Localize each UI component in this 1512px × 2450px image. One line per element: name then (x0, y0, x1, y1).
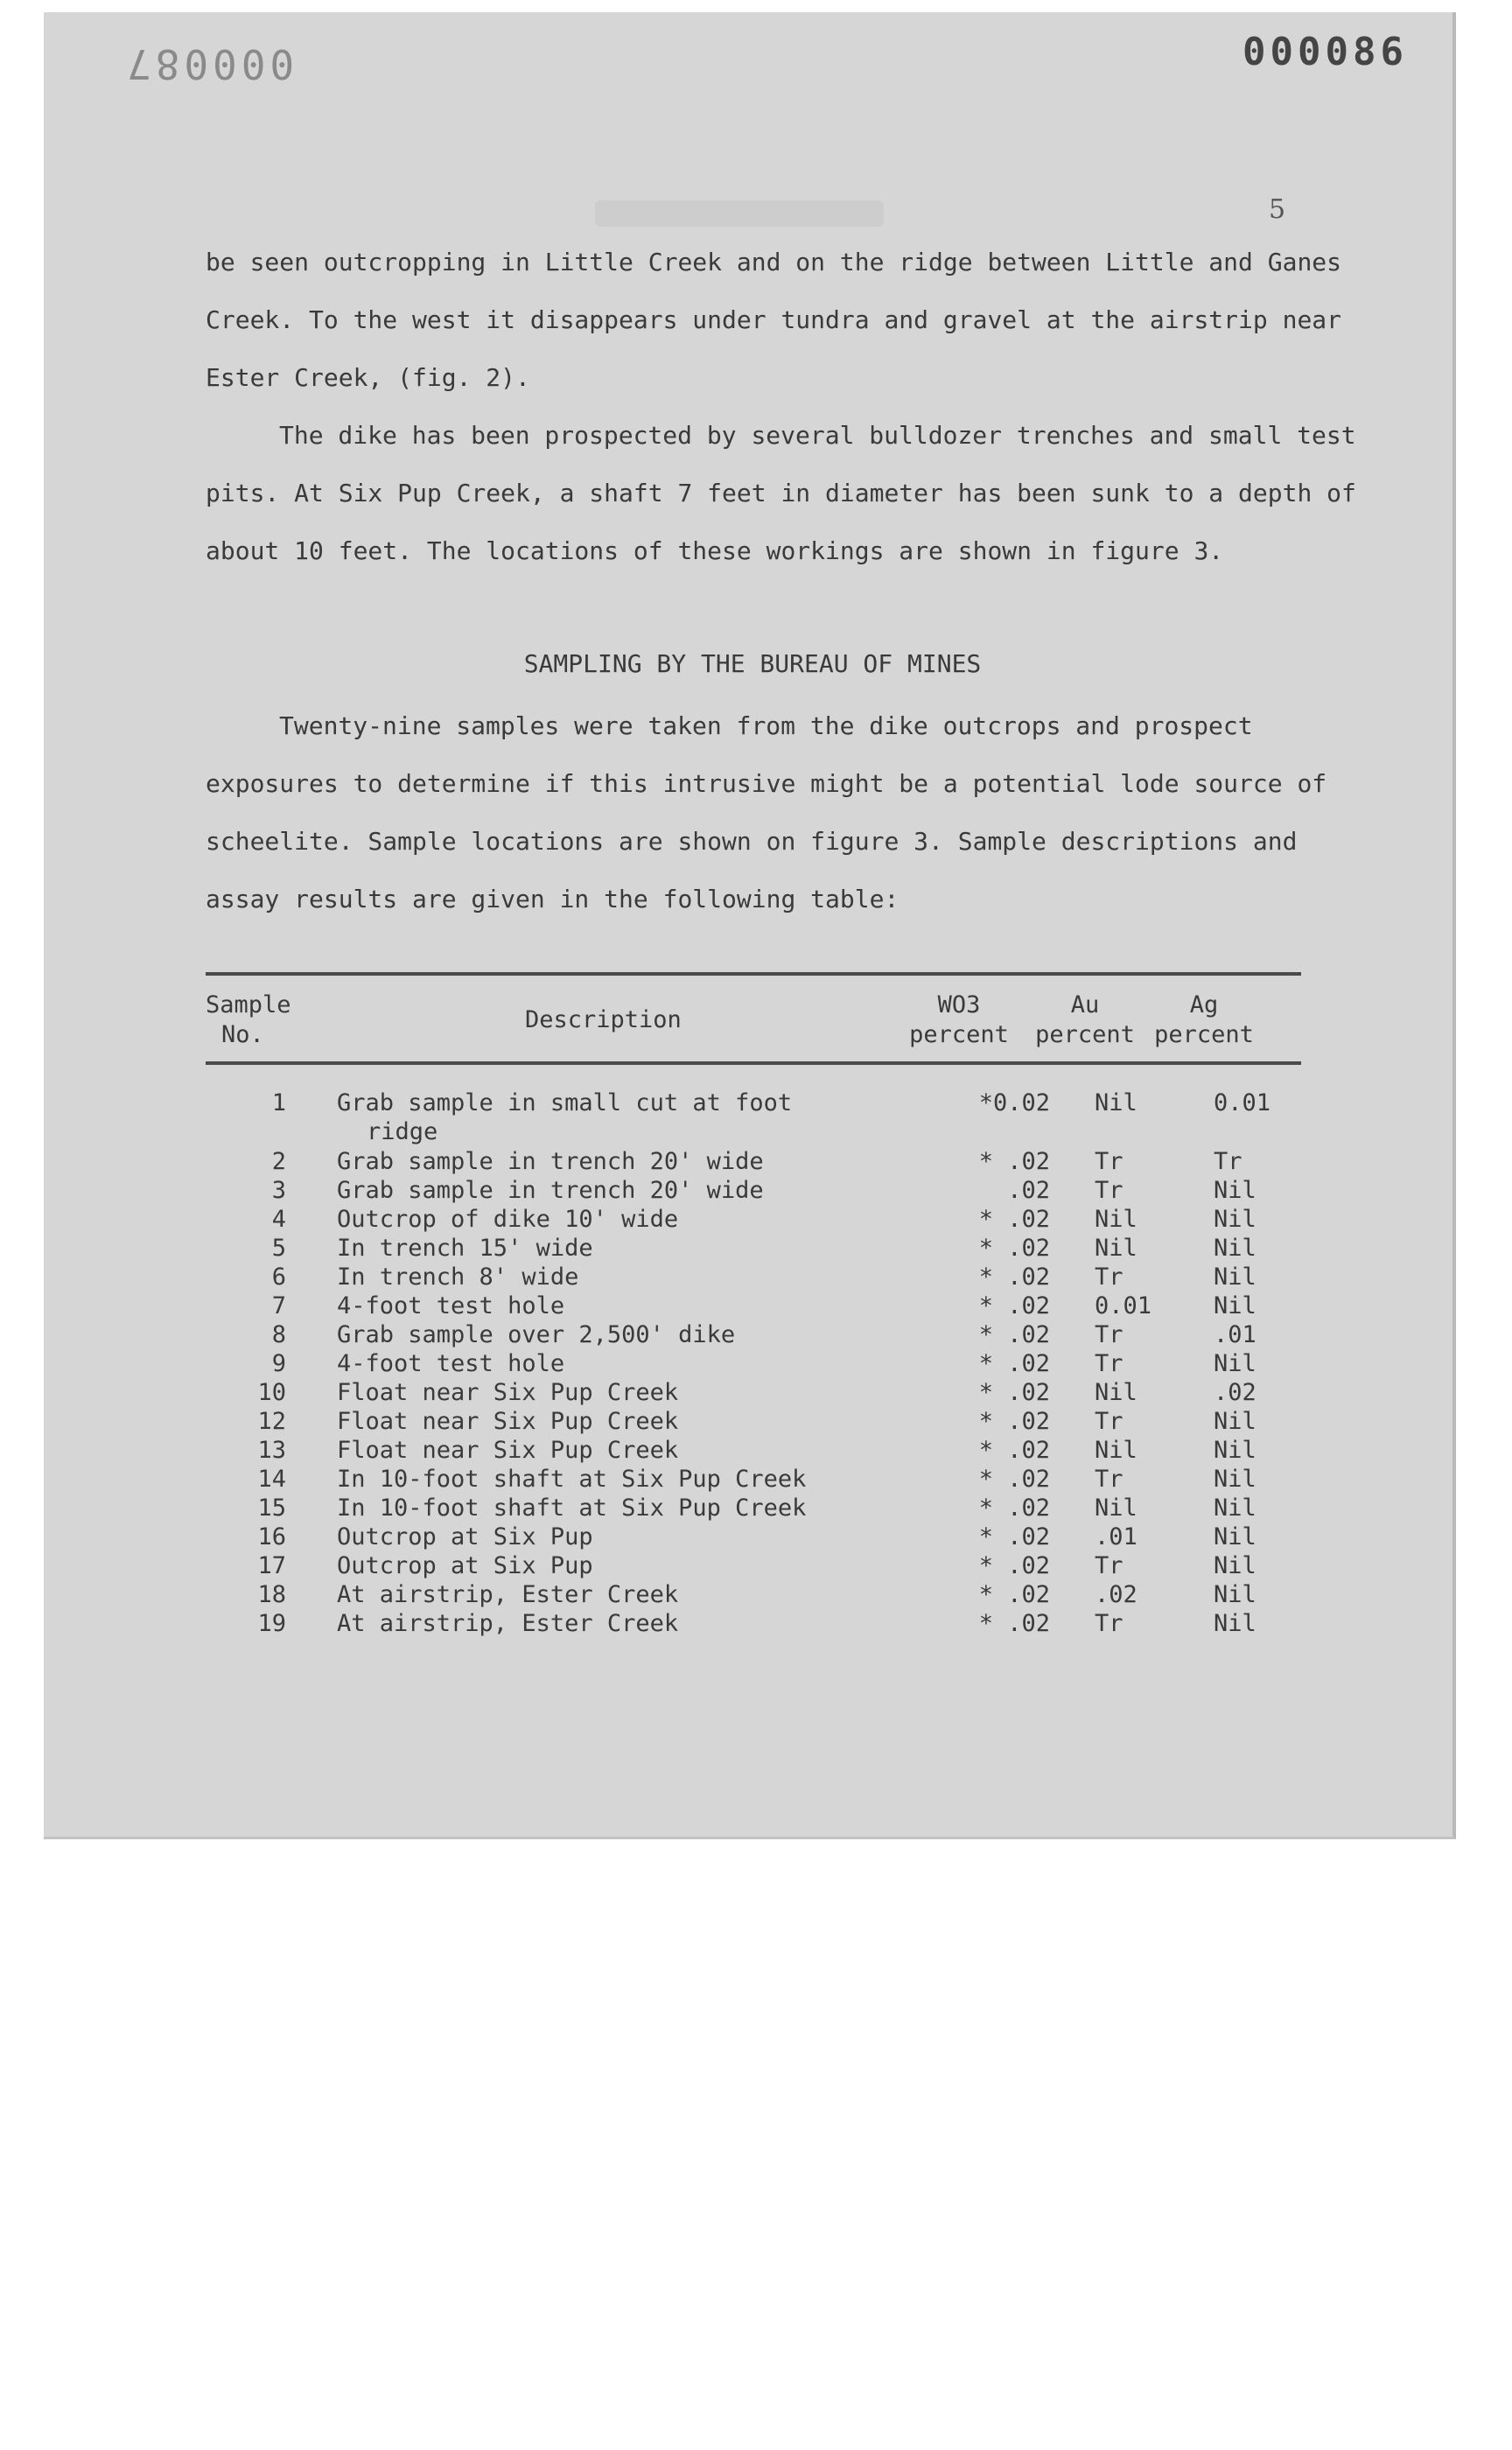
sample-description: Float near Six Pup Creek (337, 1408, 679, 1435)
au-value: Tr (1095, 1148, 1124, 1175)
sample-description: In 10-foot shaft at Six Pup Creek (337, 1494, 807, 1522)
wo3-value: * .02 (978, 1581, 1050, 1608)
au-value: Nil (1095, 1206, 1138, 1233)
sample-no: 2 (271, 1148, 286, 1175)
sample-description: Outcrop of dike 10' wide (337, 1206, 679, 1233)
sample-no: 17 (257, 1552, 286, 1579)
table-row (206, 1465, 1308, 1494)
sample-description: In 10-foot shaft at Six Pup Creek (337, 1466, 807, 1493)
header-ag-line2: percent (1154, 1021, 1254, 1048)
ag-value: Nil (1214, 1610, 1256, 1637)
ag-value: .01 (1214, 1321, 1256, 1348)
ag-value: Tr (1214, 1148, 1242, 1175)
au-value: Tr (1095, 1264, 1124, 1291)
table-header-rule (206, 1061, 1301, 1065)
sample-no: 12 (257, 1408, 286, 1435)
wo3-value: * .02 (978, 1523, 1050, 1550)
header-sample-line2: No. (221, 1021, 264, 1048)
sample-description: In trench 15' wide (337, 1235, 593, 1262)
sample-description: At airstrip, Ester Creek (337, 1581, 679, 1608)
sample-no: 1 (271, 1089, 286, 1116)
paragraph-prospecting: The dike has been prospected by several bulldozer trenches and small test pits. At Six Pup Creek, a shaft 7 feet in diameter has been sunk to a depth of about 10 feet. The locations of these workings are shown in figure 3. (206, 421, 1356, 565)
au-value: Nil (1095, 1089, 1138, 1116)
sample-description (337, 1088, 827, 1146)
au-value: Tr (1095, 1610, 1124, 1637)
section-heading: SAMPLING BY THE BUREAU OF MINES (523, 649, 982, 678)
table-row (206, 1263, 1308, 1292)
table-top-rule (206, 972, 1301, 976)
wo3-value: * .02 (978, 1148, 1050, 1175)
ag-value: Nil (1214, 1350, 1256, 1377)
ag-value: 0.01 (1214, 1089, 1271, 1116)
scan-smudge (595, 200, 884, 227)
ag-value: Nil (1214, 1437, 1256, 1464)
sample-description: Grab sample in trench 20' wide (337, 1148, 764, 1175)
header-sample-line1: Sample (206, 991, 291, 1018)
ag-value: Nil (1214, 1235, 1256, 1262)
sample-no: 9 (271, 1350, 286, 1377)
table-row (206, 1436, 1308, 1465)
au-value: .02 (1095, 1581, 1138, 1608)
wo3-value: .02 (1007, 1177, 1050, 1204)
wo3-value: * .02 (978, 1321, 1050, 1348)
ag-value: Nil (1214, 1206, 1256, 1233)
wo3-value: * .02 (978, 1350, 1050, 1377)
sample-no: 13 (257, 1437, 286, 1464)
sample-description: Grab sample in trench 20' wide (337, 1177, 764, 1204)
au-value: Tr (1095, 1552, 1124, 1579)
sample-no: 10 (257, 1379, 286, 1406)
ag-value: Nil (1214, 1466, 1256, 1493)
header-sample-no (206, 990, 291, 1050)
table-row (206, 1234, 1308, 1263)
header-wo3-line1: WO3 (937, 991, 981, 1018)
wo3-value: * .02 (978, 1408, 1050, 1435)
au-value: Tr (1095, 1177, 1124, 1204)
wo3-value: * .02 (978, 1552, 1050, 1579)
header-ag (1152, 990, 1256, 1050)
table-row (206, 1147, 1308, 1176)
sample-description: Outcrop at Six Pup (337, 1523, 593, 1550)
ag-value: Nil (1214, 1494, 1256, 1522)
page-stamp-left: 000087 (122, 40, 295, 88)
sample-description: At airstrip, Ester Creek (337, 1610, 679, 1637)
ag-value: Nil (1214, 1552, 1256, 1579)
header-ag-line1: Ag (1189, 991, 1219, 1018)
ag-value: Nil (1214, 1292, 1256, 1320)
wo3-value: * .02 (978, 1379, 1050, 1406)
sample-description: Float near Six Pup Creek (337, 1437, 679, 1464)
ag-value: Nil (1214, 1408, 1256, 1435)
wo3-value: * .02 (978, 1206, 1050, 1233)
wo3-value: *0.02 (978, 1089, 1050, 1116)
au-value: .01 (1095, 1523, 1138, 1550)
wo3-value: * .02 (978, 1494, 1050, 1522)
ag-value: Nil (1214, 1264, 1256, 1291)
au-value: Tr (1095, 1350, 1124, 1377)
wo3-value: * .02 (978, 1235, 1050, 1262)
table-row (206, 1609, 1308, 1638)
sample-description: Float near Six Pup Creek (337, 1379, 679, 1406)
wo3-value: * .02 (978, 1292, 1050, 1320)
wo3-value: * .02 (978, 1466, 1050, 1493)
table-row (206, 1522, 1308, 1551)
header-wo3-line2: percent (909, 1021, 1009, 1048)
wo3-value: * .02 (978, 1610, 1050, 1637)
wo3-value: * .02 (978, 1437, 1050, 1464)
table-row (206, 1407, 1308, 1436)
au-value: Tr (1095, 1321, 1124, 1348)
description-line2: ridge (367, 1118, 438, 1145)
table-row (206, 1349, 1308, 1378)
sample-no: 3 (271, 1177, 286, 1204)
paragraph-continuation: be seen outcropping in Little Creek and on the ridge between Little and Ganes Creek. To the west it disappears under tundra and gravel at the airstrip near Ester Creek, (fig. 2). (206, 248, 1342, 392)
au-value: Tr (1095, 1466, 1124, 1493)
assay-table-body (206, 1088, 1308, 1638)
description-line1: Grab sample in small cut at foot (337, 1089, 793, 1116)
table-row (206, 1378, 1308, 1407)
sample-description: 4-foot test hole (337, 1292, 565, 1320)
ag-value: .02 (1214, 1379, 1256, 1406)
table-row (206, 1494, 1308, 1522)
sample-no: 7 (271, 1292, 286, 1320)
au-value: 0.01 (1095, 1292, 1152, 1320)
sample-no: 16 (257, 1523, 286, 1550)
table-row (206, 1176, 1308, 1205)
sample-no: 4 (271, 1206, 286, 1233)
page-number: 5 (1269, 194, 1286, 225)
sample-no: 14 (257, 1466, 286, 1493)
sample-no: 8 (271, 1321, 286, 1348)
au-value: Nil (1095, 1437, 1138, 1464)
sample-no: 5 (271, 1235, 286, 1262)
sample-no: 15 (257, 1494, 286, 1522)
header-au (1032, 990, 1138, 1050)
sample-no: 6 (271, 1264, 286, 1291)
header-au-line1: Au (1070, 991, 1100, 1018)
sample-description: Grab sample over 2,500' dike (337, 1321, 736, 1348)
page-stamp-right: 000086 (1242, 30, 1408, 74)
ag-value: Nil (1214, 1581, 1256, 1608)
sample-no: 18 (257, 1581, 286, 1608)
sample-description: In trench 8' wide (337, 1264, 579, 1291)
table-row (206, 1205, 1308, 1234)
header-au-line2: percent (1035, 1021, 1135, 1048)
sample-no: 19 (257, 1610, 286, 1637)
au-value: Tr (1095, 1408, 1124, 1435)
au-value: Nil (1095, 1494, 1138, 1522)
sample-description: Outcrop at Six Pup (337, 1552, 593, 1579)
sample-description: 4-foot test hole (337, 1350, 565, 1377)
paragraph-sampling: Twenty-nine samples were taken from the dike outcrops and prospect exposures to determine if this intrusive might be a potential lode source of scheelite. Sample locations are shown on figure 3. Sample descriptions and assay results are given in the following table: (206, 711, 1327, 914)
au-value: Nil (1095, 1379, 1138, 1406)
wo3-value: * .02 (978, 1264, 1050, 1291)
ag-value: Nil (1214, 1177, 1256, 1204)
table-row (206, 1580, 1308, 1609)
au-value: Nil (1095, 1235, 1138, 1262)
ag-value: Nil (1214, 1523, 1256, 1550)
header-wo3 (906, 990, 1012, 1050)
table-row (206, 1551, 1308, 1580)
table-row (206, 1292, 1308, 1320)
table-row (206, 1320, 1308, 1349)
table-row (206, 1088, 1308, 1147)
header-description: Description (525, 1006, 682, 1033)
